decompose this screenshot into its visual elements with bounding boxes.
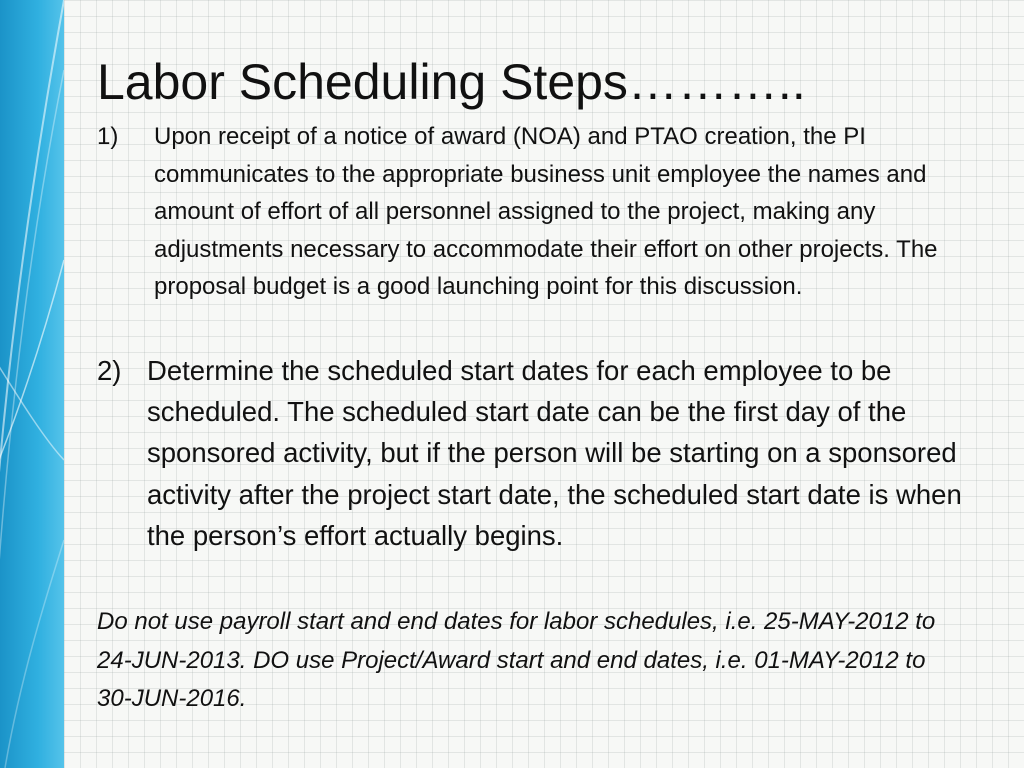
slide-title: Labor Scheduling Steps……….. <box>97 54 806 110</box>
step-1 <box>97 118 987 306</box>
step-2 <box>97 350 977 556</box>
step-2-number: 2) <box>97 355 122 386</box>
decorative-side-band <box>0 0 64 768</box>
step-1-number: 1) <box>97 123 119 150</box>
side-band-graphic <box>0 0 64 768</box>
payroll-dates-note: Do not use payroll start and end dates for labor schedules, i.e. 25-MAY-2012 to 24-JUN-2013. DO use Project/Award start and end dates, i.e. 01-MAY-2012 to 30-JUN-2016. <box>97 608 936 712</box>
step-2-text: Determine the scheduled start dates for each employee to be scheduled. The scheduled start date can be the first day of the sponsored activity, but if the person will be starting on a sponsored activity after the project start date, the scheduled start date is when the person’s effort actually begins. <box>147 355 962 551</box>
step-1-text: Upon receipt of a notice of award (NOA) and PTAO creation, the PI communicates to the appropriate business unit employee the names and amount of effort of all personnel assigned to the project, making any adjustments necessary to accommodate their effort on other projects. The proposal budget is a good launching point for this discussion. <box>154 123 938 301</box>
